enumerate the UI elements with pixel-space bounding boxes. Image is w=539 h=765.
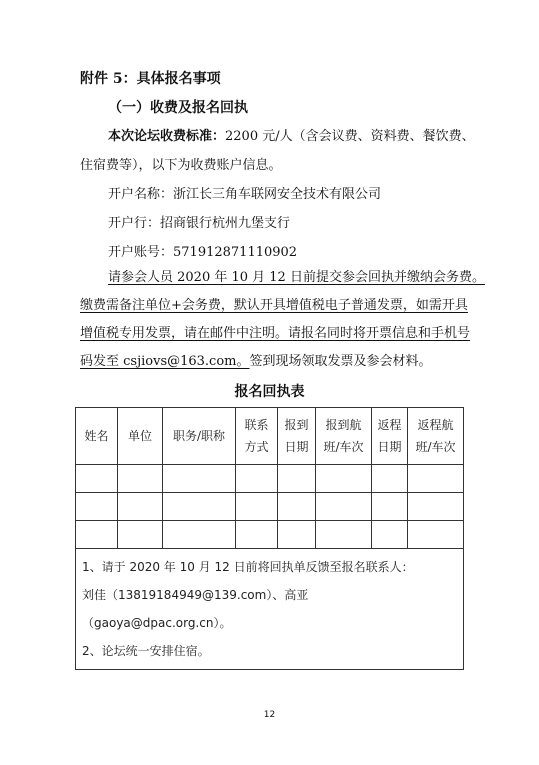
fee-paragraph [108, 128, 475, 146]
header-cell: 联系 方式 [236, 408, 278, 465]
notice-email-text: 码发至 csjiovs@163.com。 [80, 354, 250, 369]
account-bank: 开户行：招商银行杭州九堡支行 [108, 216, 291, 231]
note-line: 2、论坛统一安排住宿。 [82, 644, 210, 658]
table-row [76, 465, 464, 493]
attachment-heading: 附件 5：具体报名事项 [80, 71, 221, 87]
account-number: 开户账号：571912871110902 [108, 245, 298, 260]
header-cell: 单位 [118, 408, 163, 465]
header-cell: 返程 日期 [372, 408, 408, 465]
account-name: 开户名称：浙江长三角车联网安全技术有限公司 [108, 187, 382, 202]
table-header-row [76, 408, 464, 465]
note-line: 1、请于 2020 年 10 月 12 日前将回执单反馈至报名联系人： [82, 560, 414, 574]
table-row [76, 493, 464, 521]
note-line: 刘佳（13819184949@139.com）、高亚（gaoya@dpac.org.cn）。 [82, 588, 309, 630]
notice-line-1: 请参会人员 2020 年 10 月 12 日前提交参会回执并缴纳会务费。 [108, 270, 485, 285]
fee-text: 2200 元/人（含会议费、资料费、餐饮费、 [225, 129, 475, 144]
header-cell: 姓名 [76, 408, 118, 465]
table-notes [76, 549, 464, 670]
header-cell: 职务/职称 [163, 408, 236, 465]
header-cell: 返程航 班/车次 [408, 408, 464, 465]
fee-text-continued: 住宿费等），以下为收费账户信息。 [80, 158, 282, 173]
table-row [76, 521, 464, 549]
registration-table [75, 407, 464, 670]
page-number: 12 [263, 710, 276, 720]
section-title: （一）收费及报名回执 [108, 100, 248, 116]
notice-line-4-rest: 签到现场领取发票及参会材料。 [249, 354, 432, 369]
notice-line-3: 增值税专用发票，请在邮件中注明。请报名同时将开票信息和手机号 [80, 326, 471, 341]
table-title: 报名回执表 [234, 384, 305, 400]
notice-line-4 [80, 353, 432, 371]
table-notes-row [76, 549, 464, 670]
header-cell: 报到航 班/车次 [316, 408, 372, 465]
header-cell: 报到 日期 [278, 408, 316, 465]
fee-label: 本次论坛收费标准： [108, 129, 226, 144]
notice-line-2: 缴费需备注单位+会务费，默认开具增值税电子普通发票，如需开具 [80, 298, 468, 313]
